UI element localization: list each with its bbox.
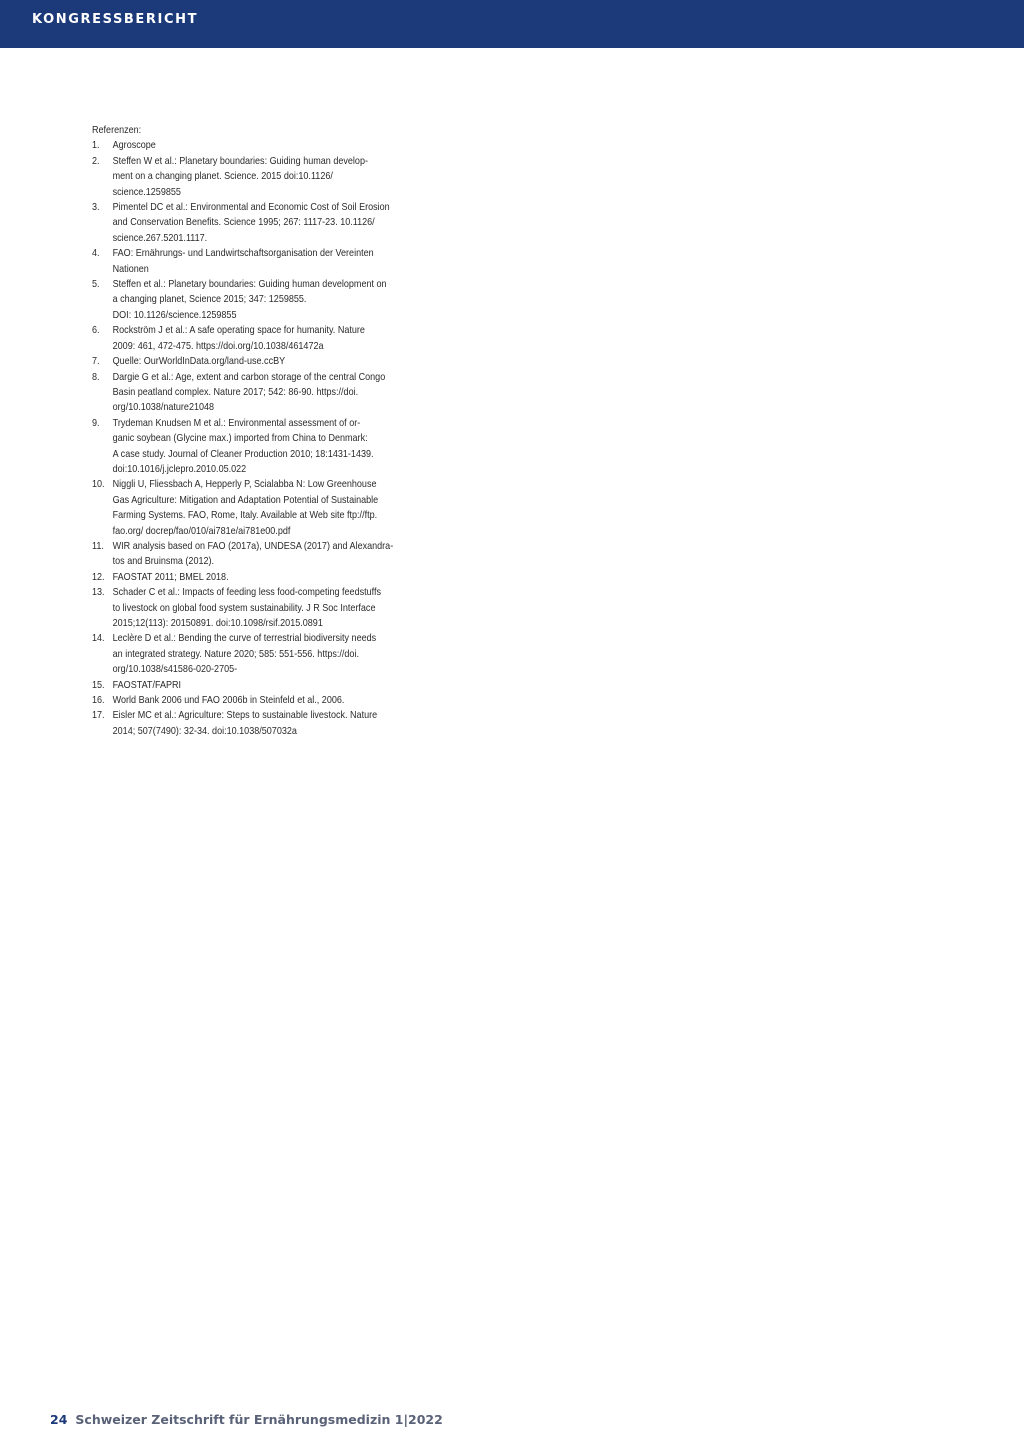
reference-number: 8.: [92, 370, 100, 383]
reference-text: Niggli U, Fliessbach A, Hepperly P, Scialabba N: Low Greenhouse Gas Agriculture: Mitigation and Adaptation Potential of Sustainable Farming Systems. FAO, Rome, Italy. Available at Web site ftp://ftp. fao.org/ docrep/fao/010/ai781e/ai781e00.pdf: [112, 478, 379, 537]
reference-item: [92, 277, 437, 323]
reference-text: Steffen et al.: Planetary boundaries: Guiding human development on a changing planet, Science 2015; 347: 1259855. DOI: 10.1126/science.1259855: [112, 278, 387, 321]
reference-item: [92, 539, 437, 570]
reference-text: FAO: Ernährungs- und Landwirtschaftsorganisation der Vereinten Nationen: [112, 247, 374, 275]
reference-item: [92, 138, 437, 153]
reference-item: [92, 246, 437, 277]
reference-number: 5.: [92, 278, 100, 291]
reference-text: FAOSTAT 2011; BMEL 2018.: [112, 570, 229, 583]
reference-text: Agroscope: [112, 139, 156, 152]
reference-item: [92, 678, 437, 693]
reference-item: [92, 585, 437, 631]
journal-title: Schweizer Zeitschrift für Ernährungsmedizin 1|2022: [75, 1412, 443, 1427]
reference-item: [92, 477, 437, 539]
reference-number: 14.: [92, 632, 105, 645]
reference-number: 11.: [92, 539, 104, 552]
reference-item: [92, 200, 437, 246]
page-footer: [50, 1412, 443, 1428]
reference-text: Schader C et al.: Impacts of feeding less food-competing feedstuffs to livestock on global food system sustainability. J R Soc Interface 2015;12(113): 20150891. doi:10.1098/rsif.2015.0891: [112, 586, 382, 629]
reference-text: Eisler MC et al.: Agriculture: Steps to sustainable livestock. Nature 2014; 507(7490): 32-34. doi:10.1038/507032a: [112, 709, 378, 737]
section-label: KONGRESSBERICHT: [32, 12, 199, 27]
reference-text: World Bank 2006 und FAO 2006b in Steinfeld et al., 2006.: [112, 694, 345, 707]
reference-number: 16.: [92, 694, 105, 707]
reference-text: Leclère D et al.: Bending the curve of terrestrial biodiversity needs an integrated strategy. Nature 2020; 585: 551-556. https://doi. org/10.1038/s41586-020-2705-: [112, 632, 377, 676]
reference-item: [92, 323, 437, 354]
reference-text: Quelle: OurWorldInData.org/land-use.ccBY: [112, 355, 286, 368]
reference-item: [92, 154, 437, 200]
reference-item: [92, 693, 437, 708]
reference-item: [92, 370, 437, 416]
reference-number: 7.: [92, 355, 100, 368]
reference-number: 1.: [92, 139, 100, 152]
reference-number: 3.: [92, 201, 100, 214]
reference-text: Rockström J et al.: A safe operating space for humanity. Nature 2009: 461, 472-475. https://doi.org/10.1038/461472a: [112, 324, 365, 352]
page-number: 24: [50, 1412, 68, 1427]
reference-number: 9.: [92, 416, 100, 429]
reference-text: Trydeman Knudsen M et al.: Environmental assessment of or- ganic soybean (Glycine max.) imported from China to Denmark: A case study. Journal of Cleaner Production 2010; 18:1431-1439. doi:10.1016/j.jclepro.2010.05.022: [112, 416, 374, 475]
reference-item: [92, 354, 437, 369]
reference-number: 15.: [92, 678, 105, 691]
reference-number: 13.: [92, 586, 105, 599]
reference-text: FAOSTAT/FAPRI: [112, 678, 182, 691]
reference-item: [92, 631, 437, 677]
reference-number: 6.: [92, 324, 100, 337]
reference-text: WIR analysis based on FAO (2017a), UNDESA (2017) and Alexandra- tos and Bruinsma (2012).: [112, 539, 394, 568]
reference-item: [92, 708, 437, 739]
references-section: [92, 123, 437, 739]
reference-text: Steffen W et al.: Planetary boundaries: Guiding human develop- ment on a changing planet. Science. 2015 doi:10.1126/ science.1259855: [112, 154, 368, 198]
reference-item: [92, 416, 437, 478]
header-band: [0, 0, 1024, 48]
reference-number: 10.: [92, 478, 105, 491]
references-heading: Referenzen:: [92, 124, 142, 136]
reference-number: 2.: [92, 154, 100, 167]
references-list: [92, 138, 437, 739]
reference-number: 12.: [92, 570, 105, 583]
reference-number: 17.: [92, 709, 105, 722]
reference-text: Dargie G et al.: Age, extent and carbon storage of the central Congo Basin peatland complex. Nature 2017; 542: 86-90. https://doi. org/10.1038/nature21048: [112, 370, 386, 414]
reference-text: Pimentel DC et al.: Environmental and Economic Cost of Soil Erosion and Conservation Benefits. Science 1995; 267: 1117-23. 10.1126/ science.267.5201.1117.: [112, 201, 390, 244]
reference-item: [92, 570, 437, 585]
reference-number: 4.: [92, 247, 100, 260]
